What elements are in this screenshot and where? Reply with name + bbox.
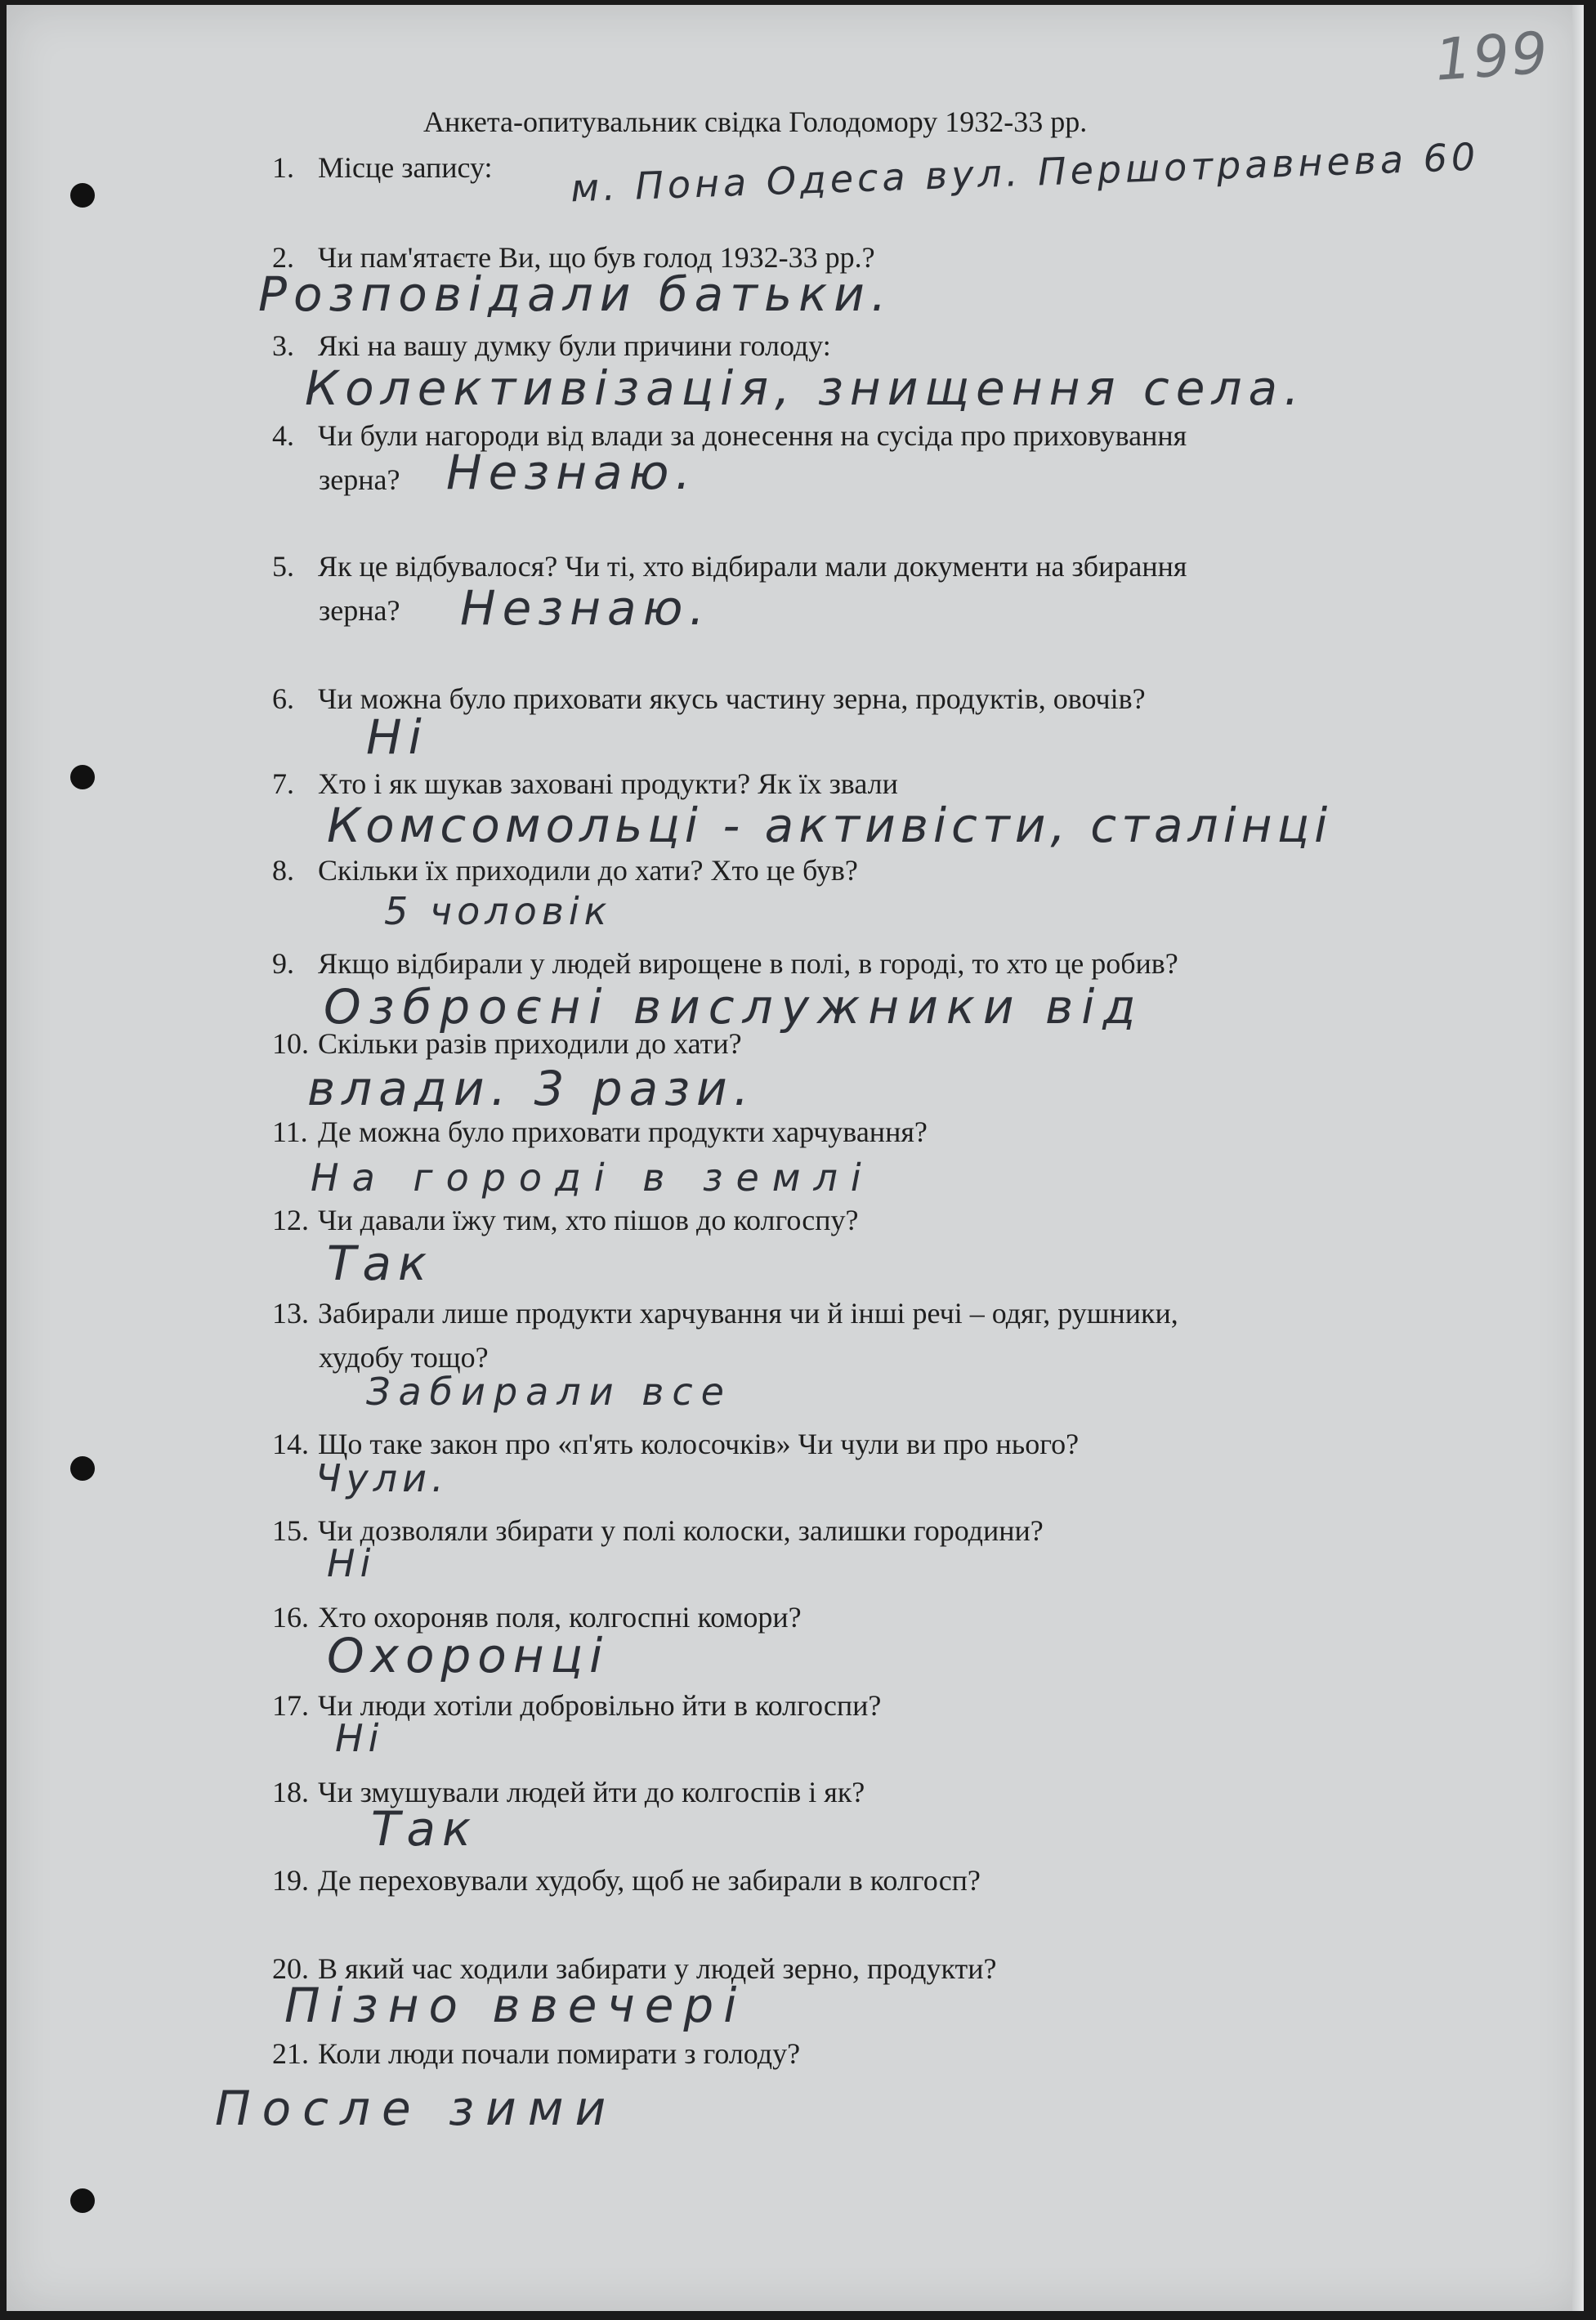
answer-14: Чули. (315, 1456, 449, 1500)
question-text-continued: зерна? (319, 594, 400, 627)
question-number: 12. (272, 1204, 309, 1236)
question-text: Місце запису: (318, 151, 493, 184)
question-text: Де можна було приховати продукти харчування? (318, 1115, 928, 1148)
question-text: Чи можна було приховати якусь частину зерна, продуктів, овочів? (318, 682, 1146, 715)
question-text: Що таке закон про «п'ять колосочків» Чи чули ви про нього? (318, 1428, 1080, 1460)
question-number: 14. (272, 1428, 309, 1460)
question-11 (272, 1110, 928, 1154)
question-number: 16. (272, 1601, 309, 1634)
paper-edge (1572, 5, 1584, 2311)
question-text: Де переховували худобу, щоб не забирали в колгосп? (318, 1864, 981, 1897)
question-number: 9. (272, 947, 294, 980)
question-text: В який час ходили забирати у людей зерно, продукти? (318, 1952, 997, 1985)
question-text-continued: худобу тощо? (319, 1341, 489, 1374)
document-title: Анкета-опитувальник свідка Голодомору 1932-33 рр. (423, 105, 1088, 138)
question-21 (272, 2032, 800, 2076)
punch-hole (70, 2188, 95, 2213)
question-text: Скільки разів приходили до хати? (318, 1027, 742, 1060)
question-number: 8. (272, 854, 294, 887)
question-text: Чи давали їжу тим, хто пішов до колгоспу? (318, 1204, 859, 1236)
answer-7: Комсомольці - активісти, сталінці (327, 798, 1333, 853)
answer-6: Ні (366, 709, 428, 765)
punch-hole (70, 183, 95, 208)
question-number: 21. (272, 2037, 309, 2070)
question-8 (272, 848, 858, 892)
question-text: Хто охороняв поля, колгоспні комори? (318, 1601, 802, 1634)
question-15 (272, 1509, 1044, 1553)
question-text: Скільки їх приходили до хати? Хто це був? (318, 854, 858, 887)
question-number: 15. (272, 1514, 309, 1547)
question-text: Якщо відбирали у людей вирощене в полі, в городі, то хто це робив? (318, 947, 1178, 980)
answer-3: Колективізація, знищення села. (305, 360, 1306, 416)
question-number: 18. (272, 1776, 309, 1808)
answer-4: Незнаю. (446, 445, 697, 500)
question-number: 7. (272, 767, 294, 800)
question-text: Які на вашу думку були причини голоду: (318, 329, 831, 362)
question-text-continued: зерна? (319, 463, 400, 496)
question-text: Забирали лише продукти харчування чи й інші речі – одяг, рушники, (318, 1297, 1178, 1330)
answer-10: влади. 3 рази. (307, 1061, 756, 1116)
answer-17: Ні (335, 1716, 384, 1760)
answer-16: Охоронці (327, 1628, 610, 1683)
question-19 (272, 1858, 981, 1902)
answer-5: Незнаю. (460, 580, 711, 636)
question-number: 11. (272, 1115, 308, 1148)
punch-hole (70, 765, 95, 789)
punch-hole (70, 1456, 95, 1481)
question-10 (272, 1021, 742, 1066)
question-text: Хто і як шукав заховані продукти? Як їх звали (318, 767, 898, 800)
answer-15: Ні (327, 1541, 376, 1585)
question-number: 6. (272, 682, 294, 715)
question-1 (272, 145, 493, 190)
answer-2: Розповідали батьки. (258, 266, 893, 322)
question-text: Чи люди хотіли добровільно йти в колгоспи? (318, 1689, 882, 1722)
question-13 (272, 1291, 1178, 1379)
question-number: 2. (272, 241, 294, 274)
question-number: 10. (272, 1027, 309, 1060)
answer-18: Так (371, 1801, 478, 1857)
question-number: 20. (272, 1952, 309, 1985)
question-text: Чи дозволяли збирати у полі колоски, залишки городини? (318, 1514, 1044, 1547)
question-text: Чи змушували людей йти до колгоспів і як? (318, 1776, 865, 1808)
question-text: Чи пам'ятаєте Ви, що був голод 1932-33 рр.? (318, 241, 875, 274)
question-5 (272, 544, 1187, 633)
question-number: 3. (272, 329, 294, 362)
question-18 (272, 1770, 865, 1814)
document-page (7, 5, 1584, 2311)
answer-9: Озброєні вислужники від (324, 979, 1144, 1035)
question-number: 19. (272, 1864, 309, 1897)
page-number: 199 (1433, 19, 1552, 94)
question-number: 13. (272, 1297, 309, 1330)
question-number: 5. (272, 550, 294, 583)
question-text: Коли люди почали помирати з голоду? (318, 2037, 801, 2070)
question-text: Чи були нагороди від влади за донесення на сусіда про приховування (318, 419, 1187, 452)
question-number: 4. (272, 419, 294, 452)
answer-11: На городі в землі (311, 1156, 874, 1200)
question-text: Як це відбувалося? Чи ті, хто відбирали мали документи на збирання (318, 550, 1187, 583)
answer-8: 5 чоловік (384, 889, 612, 933)
answer-13: Забирали все (366, 1370, 732, 1414)
answer-1: м. Пона Одеса вул. Першотравнева 60 (570, 134, 1481, 211)
question-4 (272, 413, 1187, 502)
answer-21: После зими (215, 2081, 618, 2136)
answer-20: Пізно ввечері (284, 1978, 747, 2033)
question-number: 17. (272, 1689, 309, 1722)
question-number: 1. (272, 151, 294, 184)
answer-12: Так (327, 1236, 434, 1291)
